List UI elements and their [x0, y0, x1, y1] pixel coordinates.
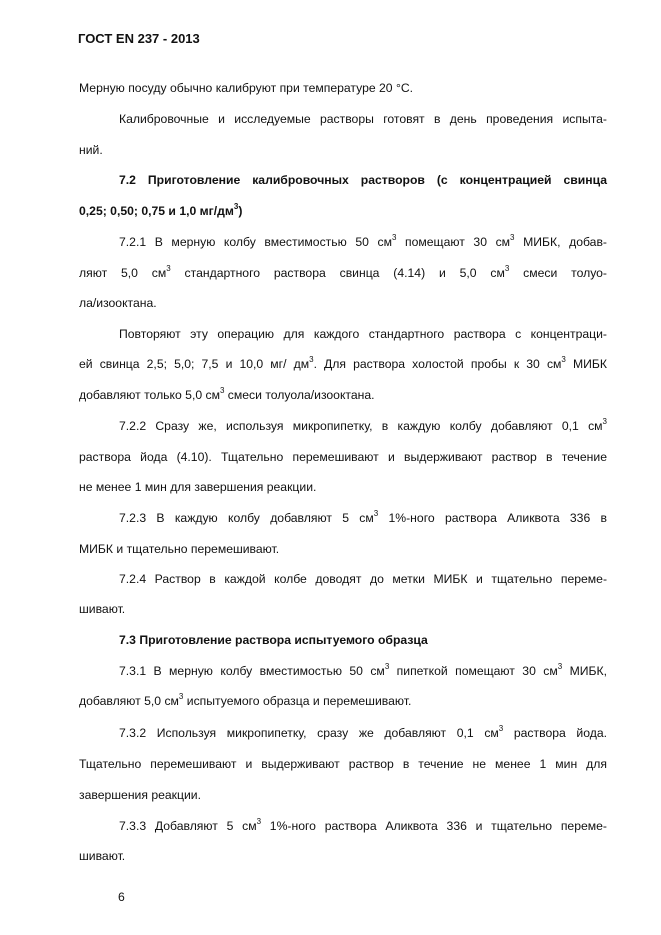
- paragraph-7-3-2: 7.3.2 Используя микропипетку, сразу же добавляют 0,1 $см^3$ раствора йода.: [119, 724, 607, 740]
- paragraph-7-2-3: 7.2.3 В каждую колбу добавляют 5 $см^3$ 1%-ного раствора Аликвота 336 в: [119, 509, 607, 525]
- paragraph-7-2-1: ла/изооктана.: [79, 296, 157, 310]
- text-line: ний.: [79, 143, 103, 157]
- paragraph-repeat: Повторяют эту операцию для каждого стандартного раствора с концентраци-: [119, 327, 607, 341]
- paragraph-7-3-3: 7.3.3 Добавляют 5 $см^3$ 1%-ного раствора Аликвота 336 и тщательно переме-: [119, 817, 607, 833]
- paragraph-7-2-1: 7.2.1 В мерную колбу вместимостью 50 $см^3$ помещают 30 $см^3$ МИБК, добав-: [119, 233, 607, 249]
- paragraph-7-3-2: завершения реакции.: [79, 788, 201, 802]
- paragraph-7-2-4: 7.2.4 Раствор в каждой колбе доводят до метки МИБК и тщательно переме-: [119, 572, 607, 586]
- document-header: ГОСТ EN 237 - 2013: [78, 31, 200, 46]
- paragraph-7-2-2: раствора йода (4.10). Тщательно перемешивают и выдерживают раствор в течение: [79, 450, 607, 464]
- paragraph-7-2-4: шивают.: [79, 602, 126, 616]
- paragraph-7-2-2: не менее 1 мин для завершения реакции.: [79, 480, 317, 494]
- section-heading-7-2: 7.2 Приготовление калибровочных растворов (с концентрацией свинца: [119, 173, 607, 187]
- paragraph-7-3-1: 7.3.1 В мерную колбу вместимостью 50 $см^3$ пипеткой помещают 30 $см^3$ МИБК,: [119, 662, 607, 678]
- paragraph-7-2-2: 7.2.2 Сразу же, используя микропипетку, в каждую колбу добавляют 0,1 $см^3$: [119, 417, 607, 433]
- page-number: 6: [118, 890, 125, 904]
- text-line: Мерную посуду обычно калибруют при температуре 20 °С.: [79, 81, 414, 95]
- paragraph-7-3-3: шивают.: [79, 849, 126, 863]
- section-heading-7-3: 7.3 Приготовление раствора испытуемого образца: [119, 633, 428, 647]
- section-heading-7-2-cont: 0,25; 0,50; 0,75 и 1,0 $мг/дм^3$): [79, 202, 243, 218]
- paragraph-repeat: добавляют только 5,0 $см^3$ смеси толуола/изооктана.: [79, 386, 375, 402]
- paragraph-7-3-1: добавляют 5,0 $см^3$ испытуемого образца и перемешивают.: [79, 692, 412, 708]
- paragraph-7-2-3: МИБК и тщательно перемешивают.: [79, 542, 280, 556]
- paragraph-7-2-1: ляют 5,0 $см^3$ стандартного раствора свинца (4.14) и 5,0 $см^3$ смеси толуо-: [79, 264, 607, 280]
- text-line: Калибровочные и исследуемые растворы готовят в день проведения испыта-: [119, 112, 607, 126]
- paragraph-repeat: ей свинца 2,5; 5,0; 7,5 и 10,0 мг/ $дм^3$. Для раствора холостой пробы к 30 $см^3$ МИБК: [79, 355, 607, 371]
- paragraph-7-3-2: Тщательно перемешивают и выдерживают раствор в течение не менее 1 мин для: [79, 757, 607, 771]
